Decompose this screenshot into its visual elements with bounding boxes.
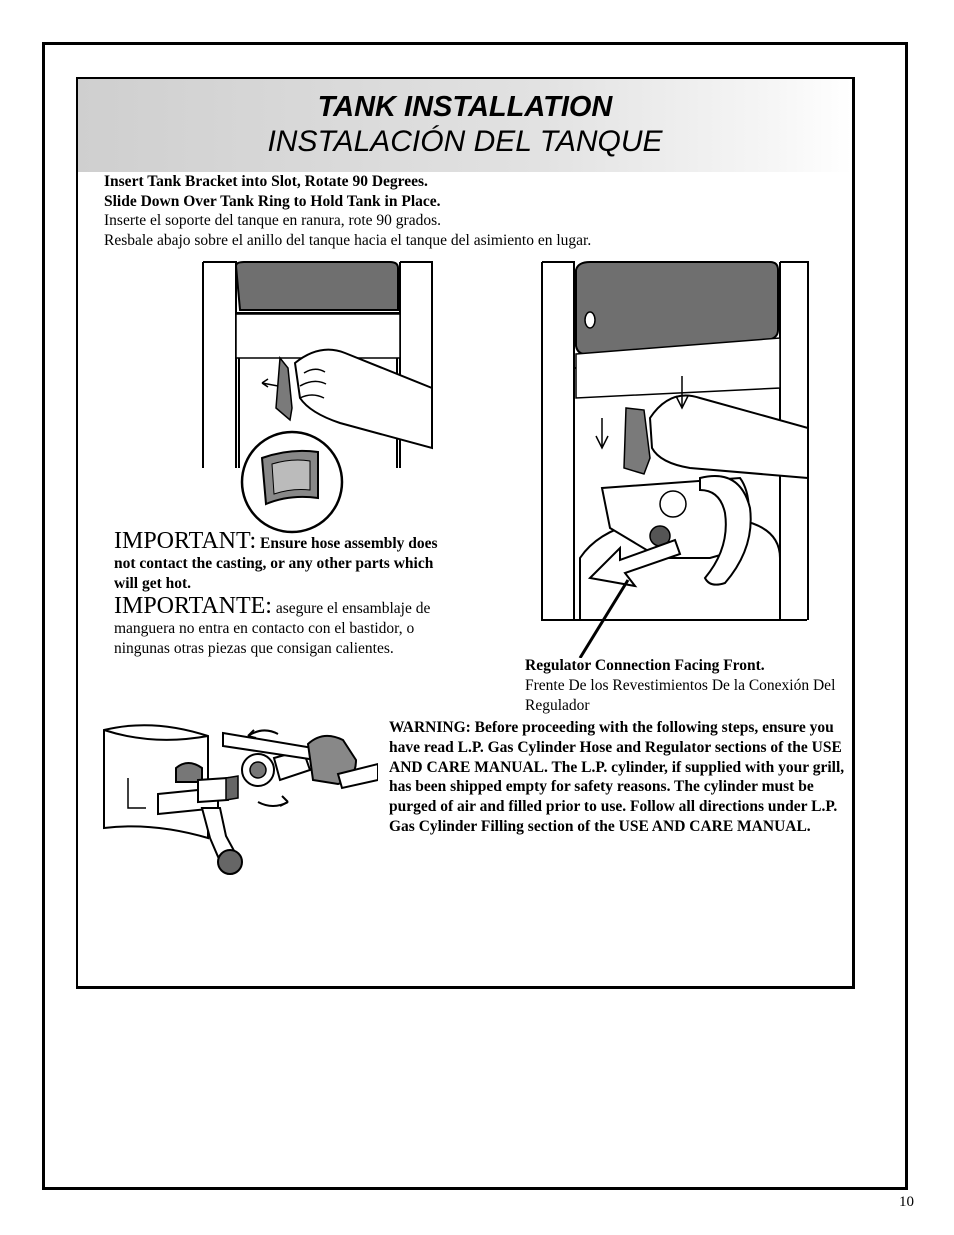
page-number: 10 [899,1194,914,1210]
warning-text: WARNING: Before proceeding with the following steps, ensure you have read L.P. Gas Cylinder Hose and Regulator sections of the USE AND CARE MANUAL. The L.P. cylinder, if supplied with your grill, has been shipped empty for safety reasons. The cylinder must be purged of air and filled prior to use. Follow all directions under L.P. Gas Cylinder Filling section of the USE AND CARE MANUAL. [389,719,845,835]
title-english: TANK INSTALLATION [317,91,613,123]
hose-regulator-valve-illustration [98,718,378,883]
regulator-caption-es: Frente De los Revestimientos De la Conexión Del Regulador [525,677,836,714]
important-text-en: Ensure hose assembly does not contact the casting, or any other parts which will get hot. [114,535,438,592]
instruction-en-1: Insert Tank Bracket into Slot, Rotate 90 Degrees. [104,173,428,190]
bracket-insert-illustration [200,258,436,548]
important-heading-es: IMPORTANTE: [114,593,272,619]
important-note [114,528,454,659]
regulator-caption [525,656,855,716]
important-text-es: asegure el ensamblaje de manguera no entra en contacto con el bastidor, o ningunas otras piezas que consigan calientes. [114,600,431,657]
title-band [78,79,852,172]
instruction-es-1: Inserte el soporte del tanque en ranura, rote 90 grados. [104,212,441,229]
important-heading-en: IMPORTANT: [114,528,257,554]
regulator-caption-en: Regulator Connection Facing Front. [525,657,765,674]
instructions [104,172,591,250]
instruction-es-2: Resbale abajo sobre el anillo del tanque hacia el tanque del asimiento en lugar. [104,231,592,249]
regulator-connection-illustration [540,258,812,658]
instruction-en-2: Slide Down Over Tank Ring to Hold Tank in Place. [104,192,441,210]
title-spanish: INSTALACIÓN DEL TANQUE [267,125,663,158]
